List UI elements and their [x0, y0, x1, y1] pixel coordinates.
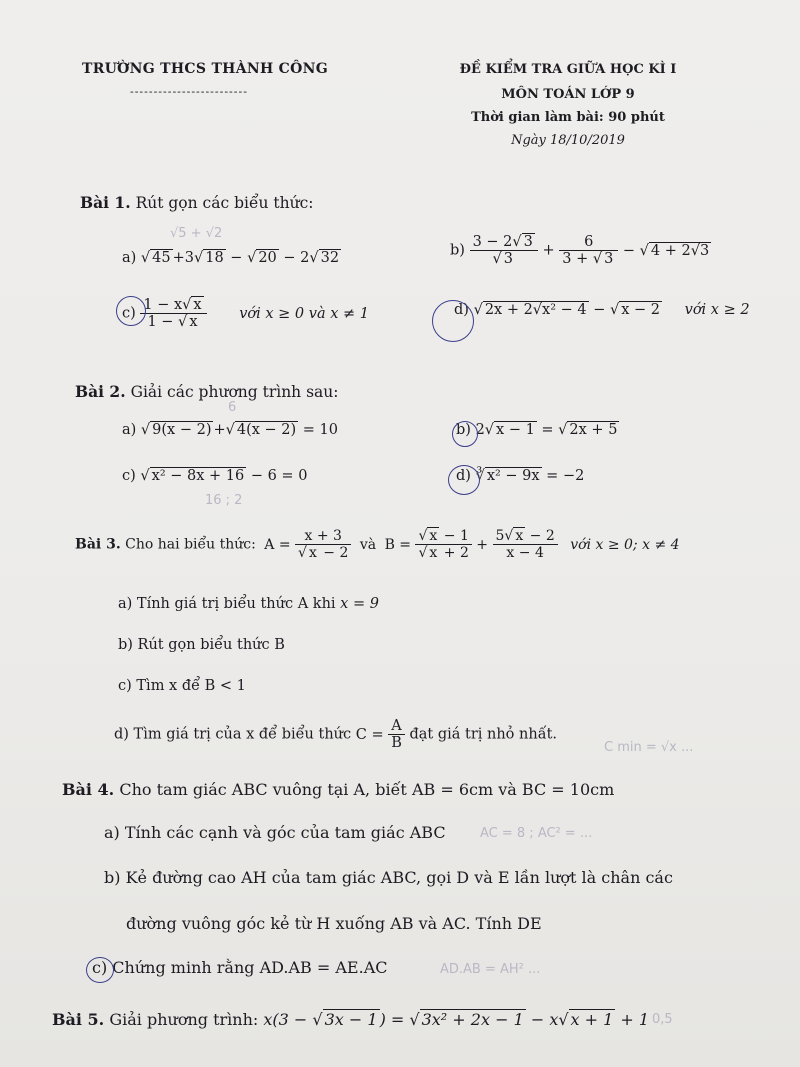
bai4-a: a) Tính các cạnh và góc của tam giác ABC — [104, 823, 446, 842]
bai4-c: c) Chứng minh rằng AD.AB = AE.AC — [92, 958, 388, 977]
bai1-b-label: b) — [450, 242, 465, 259]
bai2-b — [456, 422, 619, 438]
exam-subject: MÔN TOÁN LỚP 9 — [501, 87, 635, 102]
bai1-d-label: d) — [454, 302, 469, 318]
pencil-note: 6 — [228, 400, 237, 415]
bai1-label: Bài 1. — [80, 193, 131, 212]
bai3-a-value: x = 9 — [340, 596, 379, 612]
bai1-d-condition: với x ≥ 2 — [684, 302, 750, 318]
pencil-note: C min = √x ... — [604, 740, 694, 755]
school-divider: ------------------------- — [130, 85, 248, 98]
exam-duration: Thời gian làm bài: 90 phút — [471, 110, 665, 125]
bai2-a — [122, 422, 338, 438]
bai3-a-text: a) Tính giá trị biểu thức A khi — [118, 596, 336, 612]
pen-circle-mark — [432, 300, 474, 342]
bai3-heading — [75, 528, 680, 561]
bai1-b-frac2: $\frac{6}{3 + √ 3}$ — [559, 234, 618, 267]
exam-date: Ngày 18/10/2019 — [511, 133, 625, 148]
bai2-c-label: c) — [122, 468, 136, 484]
bai1-a — [122, 250, 341, 266]
bai2-c — [122, 468, 307, 484]
pencil-note: √5 + √2 — [170, 226, 223, 241]
bai1-heading — [80, 193, 314, 212]
bai2-label: Bài 2. — [75, 382, 126, 401]
bai3-a — [118, 596, 379, 612]
bai5-text: Giải phương trình: — [109, 1010, 259, 1029]
bai3-expr-b: B = $\frac{√ x - 1}{√ x + 2}$ + $\frac{5√ x - 2}{x - 4}$ — [385, 537, 558, 553]
pen-circle-mark — [86, 957, 114, 983]
bai3-condition: với x ≥ 0; x ≠ 4 — [570, 536, 680, 553]
bai2-b-label: b) — [456, 422, 471, 438]
bai1-b-frac1: $\frac{3 - 2√ 3}{√ 3}$ — [470, 234, 538, 267]
pen-circle-mark — [448, 465, 480, 495]
bai2-c-expr: √ x² − 8x + 16 − 6 = 0 — [140, 468, 308, 484]
bai4-b-line1: b) Kẻ đường cao AH của tam giác ABC, gọi D và E lần lượt là chân các — [104, 868, 673, 887]
bai1-c-condition: với x ≥ 0 và x ≠ 1 — [239, 305, 369, 322]
bai4-label: Bài 4. — [62, 780, 115, 799]
bai4-heading — [62, 780, 614, 799]
exam-title: ĐỀ KIỂM TRA GIỮA HỌC KÌ I — [459, 62, 677, 77]
bai3-label: Bài 3. — [75, 536, 121, 553]
bai1-a-expr: √ 45 +3√ 18 − √ 20 − 2√ 32 — [140, 250, 340, 266]
bai3-expr-a: A = $\frac{x + 3}{√ x - 2}$ — [264, 537, 351, 553]
pencil-note: 16 ; 2 — [205, 493, 243, 508]
bai3-d — [114, 718, 557, 751]
bai2-d-expr: ∛ x² − 9x = −2 — [475, 468, 585, 484]
bai4-b-line2: đường vuông góc kẻ từ H xuống AB và AC. Tính DE — [126, 914, 542, 933]
bai3-d-expr: C = $\frac{A}{B}$ — [356, 727, 405, 743]
bai1-c — [122, 297, 369, 330]
pencil-note: AD.AB = AH² ... — [440, 962, 541, 977]
bai4-text: Cho tam giác ABC vuông tại A, biết AB = 6cm và BC = 10cm — [119, 780, 615, 799]
bai1-d — [454, 302, 750, 318]
bai1-d-expr: √ 2x + 2√x² − 4 − √ x − 2 — [473, 302, 661, 318]
bai2-text: Giải các phương trình sau: — [130, 383, 339, 401]
bai5-expr: x(3 − √ 3x − 1 ) = √ 3x² + 2x − 1 − x√ x + 1 + 1 — [263, 1010, 650, 1029]
bai3-d-text: d) Tìm giá trị của x để biểu thức — [114, 726, 352, 743]
bai1-text: Rút gọn các biểu thức: — [135, 194, 314, 212]
bai1-a-label: a) — [122, 250, 137, 266]
bai2-a-expr: √ 9(x − 2) +√ 4(x − 2) = 10 — [140, 422, 339, 438]
bai5-label: Bài 5. — [52, 1010, 105, 1029]
bai1-c-frac: $\frac{1 - x√ x}{1 - √ x}$ — [140, 297, 206, 330]
bai2-a-label: a) — [122, 422, 137, 438]
pen-circle-mark — [116, 296, 146, 326]
bai2-heading — [75, 382, 339, 401]
bai3-b: b) Rút gọn biểu thức B — [118, 637, 285, 653]
pen-circle-mark — [452, 421, 478, 447]
bai2-d-label: d) — [456, 468, 471, 484]
bai1-b: b) $\frac{3 - 2√ 3}{√ 3}$ + $\frac{6}{3 + √ 3}$ − √ 4 + 2√3 — [450, 234, 710, 267]
bai5-heading — [52, 1010, 649, 1029]
pencil-note: AC = 8 ; AC² = ... — [480, 826, 593, 841]
bai3-c: c) Tìm x để B < 1 — [118, 678, 246, 694]
bai1-c-label: c) — [122, 305, 136, 322]
bai2-b-expr: 2√ x − 1 = √ 2x + 5 — [475, 422, 618, 438]
bai3-text: Cho hai biểu thức: — [125, 536, 256, 553]
bai3-d-text-end: đạt giá trị nhỏ nhất. — [409, 726, 558, 743]
school-name: TRƯỜNG THCS THÀNH CÔNG — [82, 61, 328, 77]
pencil-note: 0,5 — [652, 1012, 673, 1027]
bai3-and: và — [359, 536, 377, 553]
